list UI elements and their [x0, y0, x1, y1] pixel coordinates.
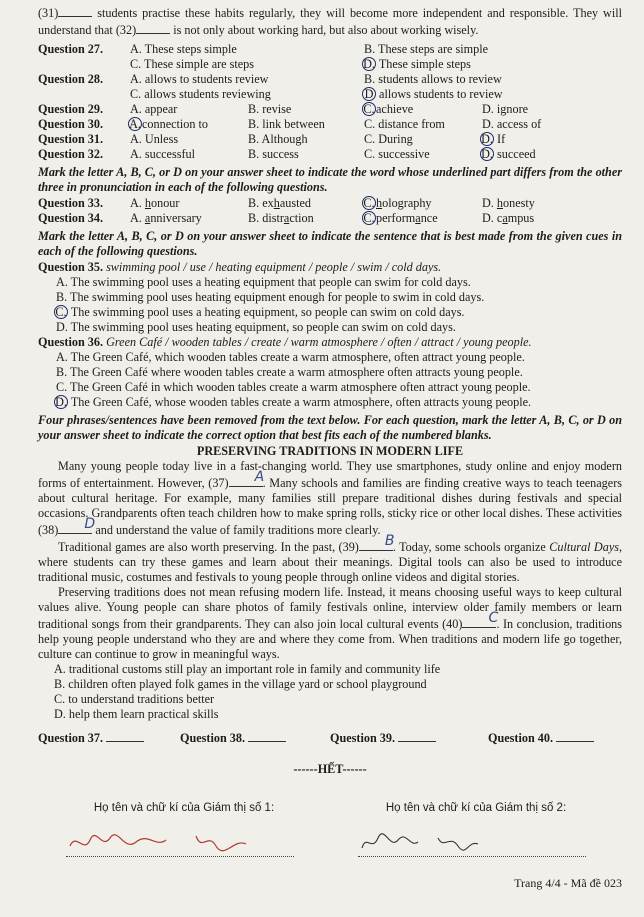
signature-1-label: Họ tên và chữ kí của Giám thị số 1:: [93, 802, 275, 814]
q29-option-c[interactable]: C.achieve: [363, 102, 414, 116]
q28-row1: [38, 72, 622, 87]
intro-line2b: is not only about working hard, but also about working wisely.: [173, 23, 479, 37]
handwritten-answer-38: D: [84, 516, 96, 532]
q27-option-a[interactable]: A. These steps simple: [130, 42, 237, 56]
q28-option-b[interactable]: B. students allows to review: [364, 72, 502, 86]
q31-label: Question 31.: [38, 132, 104, 146]
question-block-27-32: [38, 42, 622, 162]
passage-option-c[interactable]: C. to understand traditions better: [54, 692, 215, 706]
passage-paragraph-1: Many young people today live in a fast-changing world. They use smartphones, study online and enjoy modern forms of entertainment. However, (37) A . Many schools and families are finding creative ways to teach teenagers about cultural heritage. For example, many families still prepare traditional dishes during festivals and special occasions. Grandparents often teach children how to make spring rolls, sticky rice or other local dishes. These activities (38) D and understand the value of family traditions more clearly.: [38, 459, 622, 537]
q35-option-b[interactable]: B. The swimming pool uses heating equipment enough for people to swim in cold days.: [56, 290, 485, 304]
blank-31: [58, 4, 92, 17]
circled-answer-mark: C.: [55, 305, 67, 319]
page-footer: Trang 4/4 - Mã đề 023: [514, 876, 622, 890]
handwritten-answer-40: C: [488, 610, 499, 626]
q28-row2: [38, 87, 622, 102]
blank-40[interactable]: [462, 610, 499, 628]
q36-option-b[interactable]: B. The Green Café where wooden tables create a warm atmosphere often attracts young people.: [56, 365, 523, 379]
handwritten-signature-1: [66, 828, 266, 858]
q30-label: Question 30.: [38, 117, 104, 131]
signature-1-line: [66, 834, 294, 857]
q30-option-d[interactable]: D. access of: [482, 117, 542, 131]
instruction-pronunciation: Mark the letter A, B, C, or D on your answer sheet to indicate the word whose underlined part differs from the other three in pronunciation in each of the following questions.: [38, 165, 622, 194]
passage-title: PRESERVING TRADITIONS IN MODERN LIFE: [196, 444, 464, 458]
q27-row1: [38, 42, 622, 57]
answer-q40[interactable]: Question 40.: [488, 730, 622, 746]
circled-answer-mark: C.: [363, 102, 375, 116]
q27-option-d[interactable]: D. These simple steps: [363, 57, 471, 71]
answer-blanks-row: [38, 730, 622, 746]
q35-option-c[interactable]: C. The swimming pool uses a heating equipment, so people can swim on cold days.: [55, 305, 465, 319]
q28-option-c[interactable]: C. allows students reviewing: [130, 87, 271, 101]
circled-answer-mark: C.: [363, 196, 375, 210]
q36-option-a[interactable]: A. The Green Café, which wooden tables create a warm atmosphere, often attract young people.: [56, 350, 525, 364]
q35-cues: swimming pool / use / heating equipment / people / swim / cold days.: [106, 260, 442, 274]
q33-option-c[interactable]: C.holography: [363, 196, 432, 210]
q33-label: Question 33.: [38, 196, 104, 210]
answer-q38[interactable]: Question 38.: [180, 730, 330, 746]
signature-labels: [38, 801, 622, 816]
passage-option-a[interactable]: A. traditional customs still play an important role in family and community life: [54, 662, 441, 676]
q36-option-d[interactable]: D. The Green Café, whose wooden tables create a warm atmosphere, often attracts young people.: [55, 395, 532, 409]
q27-row2: [38, 57, 622, 72]
q34-row: [38, 211, 622, 226]
q32-option-b[interactable]: B. success: [248, 147, 299, 161]
q31-row: [38, 132, 622, 147]
signature-2-label: Họ tên và chữ kí của Giám thị số 2:: [385, 802, 567, 814]
q32-option-c[interactable]: C. successive: [364, 147, 430, 161]
circled-answer-mark: D.: [55, 395, 67, 409]
q30-option-a[interactable]: A.connection to: [129, 117, 208, 131]
q36-option-c[interactable]: C. The Green Café in which wooden tables create a warm atmosphere often attract young people.: [56, 380, 531, 394]
answer-q39[interactable]: Question 39.: [330, 730, 488, 746]
q31-option-d[interactable]: D. If: [481, 132, 506, 146]
circled-answer-mark: D.: [481, 132, 493, 146]
q29-option-a[interactable]: A. appear: [130, 102, 178, 116]
q33-option-d[interactable]: D. honesty: [482, 196, 535, 210]
q36-block: [38, 335, 622, 410]
blank-32: [136, 21, 170, 34]
q35-block: [38, 260, 622, 335]
passage-paragraph-2: Traditional games are also worth preserving. In the past, (39) B . Today, some schools organize Cultural Days, where students can try these games and learn about their meanings. Digital tools can also be used to introduce traditional music, costumes and festivals to young people through online videos and digital stories.: [38, 533, 623, 584]
circled-answer-mark: D.: [363, 57, 375, 71]
handwritten-signature-2: [358, 828, 558, 858]
passage-option-d[interactable]: D. help them learn practical skills: [54, 707, 219, 721]
q29-row: [38, 102, 622, 117]
q30-option-b[interactable]: B. link between: [248, 117, 325, 131]
q32-row: [38, 147, 622, 162]
q29-option-d[interactable]: D. ignore: [482, 102, 529, 116]
passage-options: [38, 662, 622, 722]
q31-option-a[interactable]: A. Unless: [130, 132, 179, 146]
q30-option-c[interactable]: C. distance from: [364, 117, 445, 131]
answer-q37[interactable]: Question 37.: [38, 730, 180, 746]
instruction-sentence: Mark the letter A, B, C, or D on your answer sheet to indicate the sentence that is best made from the given cues in each of the following questions.: [38, 229, 622, 258]
q34-option-b[interactable]: B. distraction: [248, 211, 314, 225]
q32-option-a[interactable]: A. successful: [130, 147, 195, 161]
q30-row: [38, 117, 622, 132]
q28-option-a[interactable]: A. allows to students review: [130, 72, 269, 86]
q36-label: Question 36.: [38, 335, 104, 349]
q34-option-a[interactable]: A. anniversary: [130, 211, 202, 225]
blank-38[interactable]: [58, 516, 96, 534]
q34-option-d[interactable]: D. campus: [482, 211, 535, 225]
blank-31-number: (31): [38, 6, 59, 20]
blank-37[interactable]: [229, 469, 265, 487]
handwritten-answer-37: A: [254, 469, 265, 485]
circled-answer-mark: A.: [129, 117, 141, 131]
q36-cues: Green Café / wooden tables / create / warm atmosphere / often / attract / young people.: [106, 335, 532, 349]
blank-39[interactable]: [359, 533, 395, 551]
q35-option-d[interactable]: D. The swimming pool uses heating equipment, so people can swim on cold days.: [56, 320, 456, 334]
circled-answer-mark: D.: [481, 147, 493, 161]
q27-option-b[interactable]: B. These steps are simple: [364, 42, 488, 56]
signature-lines: [38, 834, 622, 857]
q29-label: Question 29.: [38, 102, 104, 116]
instruction-text: Four phrases/sentences have been removed from the text below. For each question, mark the letter A, B, C, or D on your answer sheet to indicate the correct option that best fits each of the numbered blanks.: [38, 413, 622, 442]
q32-label: Question 32.: [38, 147, 104, 161]
q29-option-b[interactable]: B. revise: [248, 102, 292, 116]
circled-answer-mark: D: [362, 87, 376, 101]
q32-option-d[interactable]: D. succeed: [481, 147, 536, 161]
handwritten-answer-39: B: [384, 533, 395, 549]
q31-option-c[interactable]: C. During: [364, 132, 413, 146]
q33-option-b[interactable]: B. exhausted: [248, 196, 311, 210]
q35-option-a[interactable]: A. The swimming pool uses a heating equipment that people can swim for cold days.: [56, 275, 471, 289]
circled-answer-mark: C.: [363, 211, 375, 225]
q27-option-c[interactable]: C. These simple are steps: [130, 57, 254, 71]
end-mark: ------HẾT------: [293, 762, 367, 776]
q27-label: Question 27.: [38, 42, 104, 56]
q34-option-c[interactable]: C.performance: [363, 211, 438, 225]
signature-2-line: [358, 834, 586, 857]
q33-row: [38, 196, 622, 211]
q28-label: Question 28.: [38, 72, 104, 86]
q33-option-a[interactable]: A. honour: [130, 196, 180, 210]
passage-option-b[interactable]: B. children often played folk games in the village yard or school playground: [54, 677, 427, 691]
intro-line1: students practise these habits regularly, they will become more independent and responsible.: [97, 6, 569, 20]
intro-line2a: They will understand that (32): [38, 6, 622, 37]
intro-text: [38, 4, 622, 38]
passage-paragraph-3: Preserving traditions does not mean refusing modern life. Instead, it means choosing useful ways to keep cultural values alive. Young people can share photos of family festivals online, interview older family members or learn traditional songs from their grandparents. They can also join local cultural events (40) C . In conclusion, traditions help young people understand who they are and where they come from. When traditions and modern life go together, culture can continue to grow in meaningful ways.: [38, 585, 622, 661]
q34-label: Question 34.: [38, 211, 104, 225]
q28-option-d[interactable]: D allows students to review: [364, 87, 622, 102]
q31-option-b[interactable]: B. Although: [248, 132, 308, 146]
q35-label: Question 35.: [38, 260, 104, 274]
